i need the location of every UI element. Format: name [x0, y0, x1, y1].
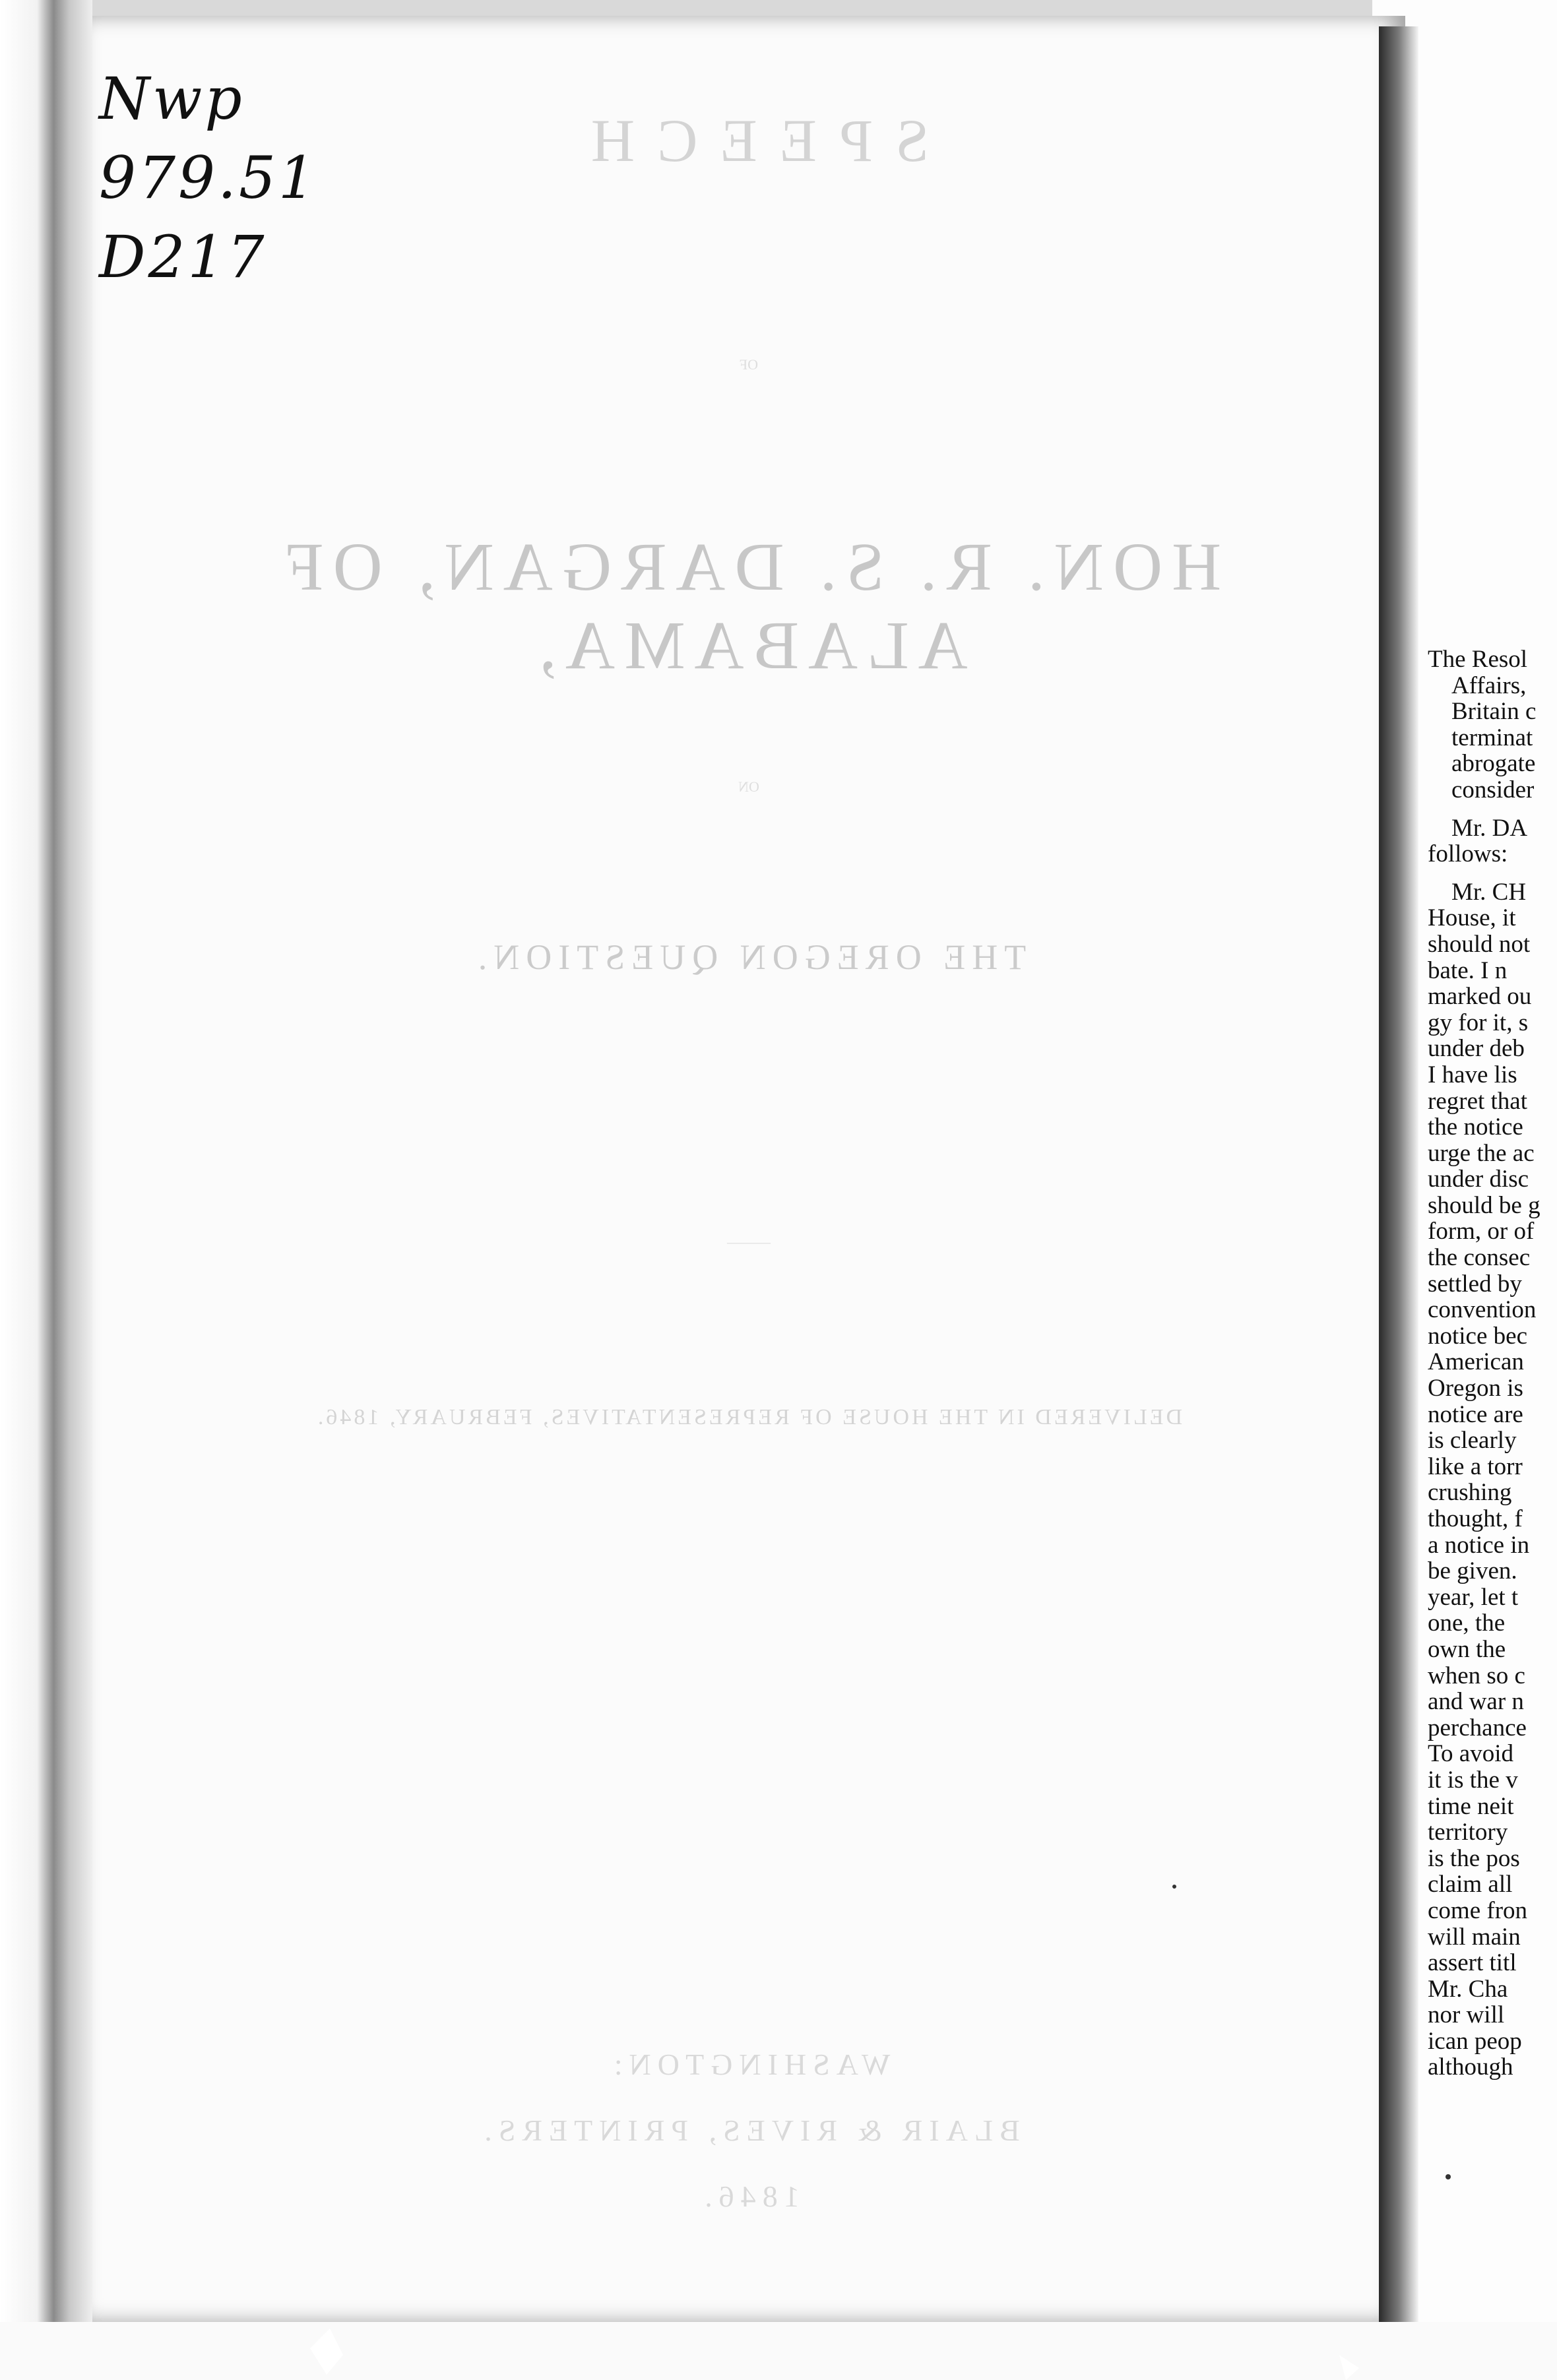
- right-page-line: under disc: [1428, 1166, 1529, 1193]
- paper-tear-mark: [310, 2329, 343, 2375]
- bleedthrough-of: OF: [739, 356, 759, 373]
- right-page-line: Mr. CH: [1451, 878, 1527, 906]
- right-page-line: crushing: [1428, 1479, 1512, 1507]
- bleedthrough-year: 1846.: [698, 2179, 800, 2213]
- right-page-line: regret that: [1428, 1087, 1527, 1115]
- right-page-line: is clearly: [1428, 1427, 1517, 1455]
- bleedthrough-place: WASHINGTON:: [607, 2048, 891, 2081]
- bleedthrough-date-line: DELIVERED IN THE HOUSE OF REPRESENTATIVES, FEBRUARY, 1846.: [315, 1405, 1183, 1429]
- paper-tear-mark: [1339, 2355, 1359, 2380]
- right-page-line: perchance: [1428, 1714, 1527, 1741]
- right-page-line: one, the: [1428, 1610, 1506, 1637]
- right-page-line: year, let t: [1428, 1583, 1519, 1611]
- call-number-line-1: Nwp: [99, 65, 245, 133]
- right-page-line: consider: [1451, 776, 1535, 803]
- right-page-line: when so c: [1428, 1662, 1525, 1689]
- right-page-line: territory: [1428, 1819, 1508, 1846]
- right-page-line: notice bec: [1428, 1322, 1527, 1350]
- right-page-line: and war n: [1428, 1688, 1524, 1716]
- right-page-line: Oregon is: [1428, 1375, 1523, 1402]
- right-page-line: assert titl: [1428, 1949, 1517, 1977]
- bleedthrough-subject: THE OREGON QUESTION.: [471, 937, 1027, 977]
- right-page-line: To avoid: [1428, 1740, 1513, 1768]
- right-page-line: Britain c: [1451, 698, 1537, 726]
- right-page-line: marked ou: [1428, 983, 1532, 1011]
- right-page-line: Mr. DA: [1451, 814, 1528, 842]
- right-page-line: settled by: [1428, 1270, 1522, 1298]
- right-page-line: convention: [1428, 1296, 1537, 1324]
- right-page-line: urge the ac: [1428, 1139, 1535, 1167]
- bleedthrough-speaker: HON. R. S. DARGAN, OF ALABAMA,: [276, 529, 1222, 683]
- right-page-line: The Resol: [1428, 646, 1528, 673]
- right-page-line: own the: [1428, 1635, 1506, 1663]
- bleedthrough-on: ON: [738, 778, 759, 795]
- right-page-line: Mr. Cha: [1428, 1975, 1508, 2003]
- right-page-line: time neit: [1428, 1792, 1514, 1820]
- right-page-line: the consec: [1428, 1244, 1531, 1272]
- right-page-line: form, or of: [1428, 1218, 1535, 1245]
- dust-speck: [1172, 1885, 1176, 1889]
- bleedthrough-speech: SPEECH: [568, 107, 930, 174]
- right-page-line: Affairs,: [1451, 672, 1527, 699]
- right-page-line: ican peop: [1428, 2027, 1522, 2055]
- call-number-line-2: 979.51: [99, 144, 318, 212]
- right-page-line: bate. I n: [1428, 956, 1508, 984]
- right-page-line: abrogate: [1451, 750, 1536, 778]
- right-page-line: like a torr: [1428, 1453, 1523, 1480]
- right-page-line: a notice in: [1428, 1531, 1530, 1559]
- right-page-line: terminat: [1451, 724, 1533, 751]
- right-page-line: House, it: [1428, 904, 1516, 932]
- right-page-line: gy for it, s: [1428, 1009, 1529, 1036]
- right-page-line: should not: [1428, 930, 1531, 958]
- right-page-line: notice are: [1428, 1400, 1523, 1428]
- right-page-line: nor will: [1428, 2001, 1505, 2029]
- right-page-line: should be g: [1428, 1191, 1541, 1219]
- right-page-line: it is the v: [1428, 1766, 1518, 1794]
- bleedthrough-rule: ———: [727, 1234, 771, 1250]
- bleedthrough-printer: BLAIR & RIVES, PRINTERS.: [478, 2114, 1020, 2147]
- right-page-line: come fron: [1428, 1896, 1528, 1924]
- right-page-line: I have lis: [1428, 1061, 1517, 1088]
- right-page-line: be given.: [1428, 1557, 1517, 1585]
- right-page-line: American: [1428, 1348, 1524, 1376]
- right-page-line: will main: [1428, 1923, 1521, 1951]
- right-page-line: thought, f: [1428, 1505, 1523, 1532]
- right-page-line: follows:: [1428, 840, 1508, 868]
- call-number-line-3: D217: [99, 223, 267, 291]
- right-page-line: although: [1428, 2053, 1513, 2081]
- dust-speck: [1446, 2174, 1451, 2179]
- right-page-line: the notice: [1428, 1113, 1523, 1141]
- right-page-line: under deb: [1428, 1035, 1525, 1063]
- right-page-line: is the pos: [1428, 1844, 1520, 1872]
- right-page-line: claim all: [1428, 1871, 1513, 1898]
